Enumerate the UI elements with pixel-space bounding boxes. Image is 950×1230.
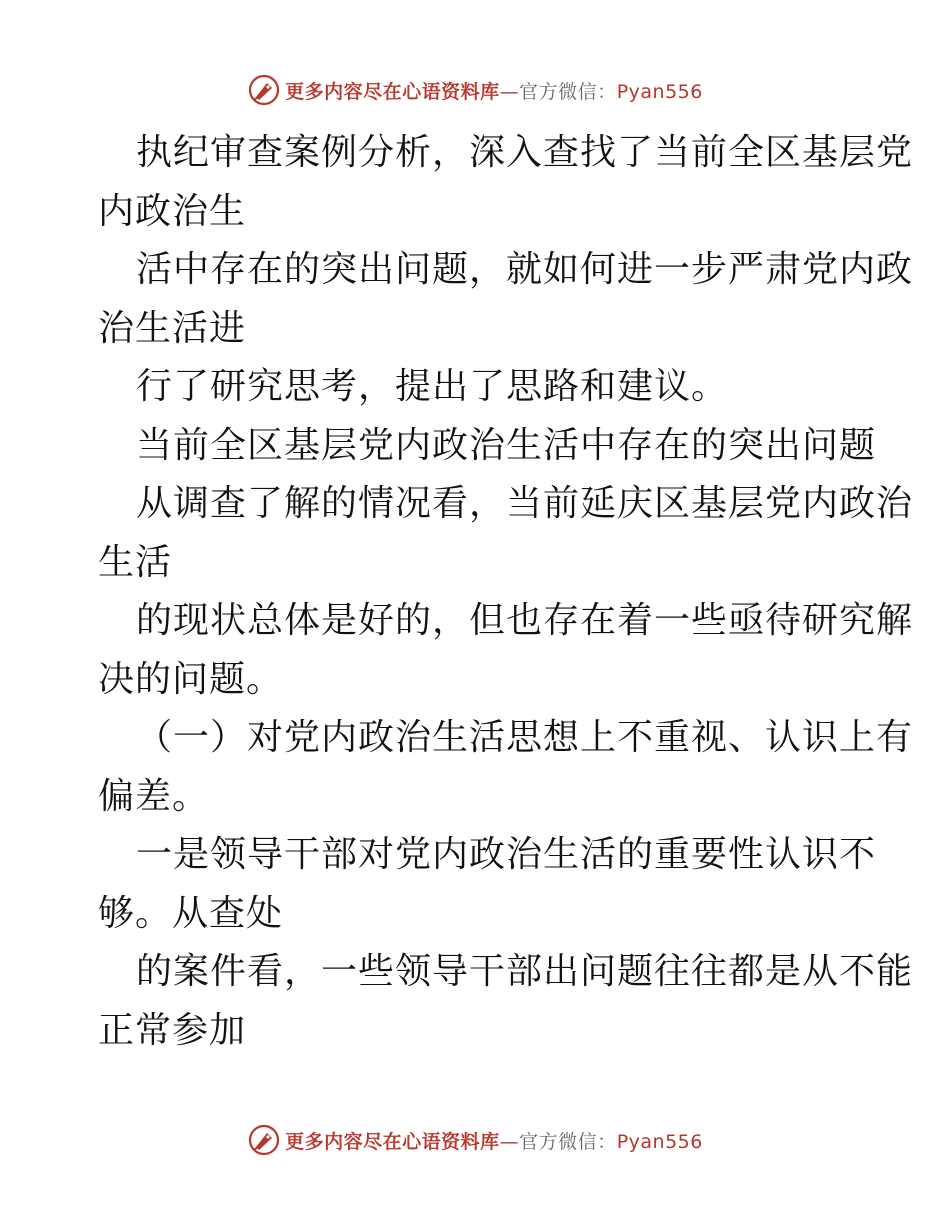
text-line: 活中存在的突出问题，就如何进一步严肃党内政 xyxy=(136,249,914,290)
watermark-dash: — xyxy=(499,80,520,103)
text-line: 够。从查处 xyxy=(98,892,284,934)
watermark-site-text: 更多内容尽在心语资料库 xyxy=(285,1130,500,1153)
footer-watermark xyxy=(0,1120,950,1160)
pen-nib-logo-icon xyxy=(247,73,281,107)
watermark-wechat-id: Pyan556 xyxy=(616,1130,703,1153)
text-line: 从调查了解的情况看，当前延庆区基层党内政治 xyxy=(136,483,914,524)
text-line: 偏差。 xyxy=(98,775,210,817)
pen-nib-logo-icon xyxy=(247,1123,281,1157)
watermark-text xyxy=(285,1127,703,1154)
text-line: 当前全区基层党内政治生活中存在的突出问题 xyxy=(136,424,877,466)
text-line: 内政治生 xyxy=(98,190,247,232)
watermark-wechat-label: 官方微信： xyxy=(519,80,617,103)
watermark-wechat-label: 官方微信： xyxy=(519,1130,617,1153)
text-line: 行了研究思考，提出了思路和建议。 xyxy=(136,366,729,407)
text-line: 生活 xyxy=(98,541,173,583)
text-line: 一是领导干部对党内政治生活的重要性认识不 xyxy=(136,834,877,875)
watermark-wechat-id: Pyan556 xyxy=(616,80,703,103)
header-watermark xyxy=(0,70,950,110)
text-line: （一）对党内政治生活思想上不重视、认识上有 xyxy=(136,717,914,758)
text-line: 执纪审查案例分析，深入查找了当前全区基层党 xyxy=(136,132,914,173)
watermark-dash: — xyxy=(499,1130,520,1153)
text-line: 的案件看，一些领导干部出问题往往都是从不能 xyxy=(136,951,914,992)
text-line: 正常参加 xyxy=(98,1009,247,1051)
text-line: 决的问题。 xyxy=(98,658,284,700)
watermark-text xyxy=(285,77,703,104)
text-line: 治生活进 xyxy=(98,307,247,349)
document-body xyxy=(98,124,914,1060)
watermark-site-text: 更多内容尽在心语资料库 xyxy=(285,80,500,103)
text-line: 的现状总体是好的，但也存在着一些亟待研究解 xyxy=(136,600,914,641)
